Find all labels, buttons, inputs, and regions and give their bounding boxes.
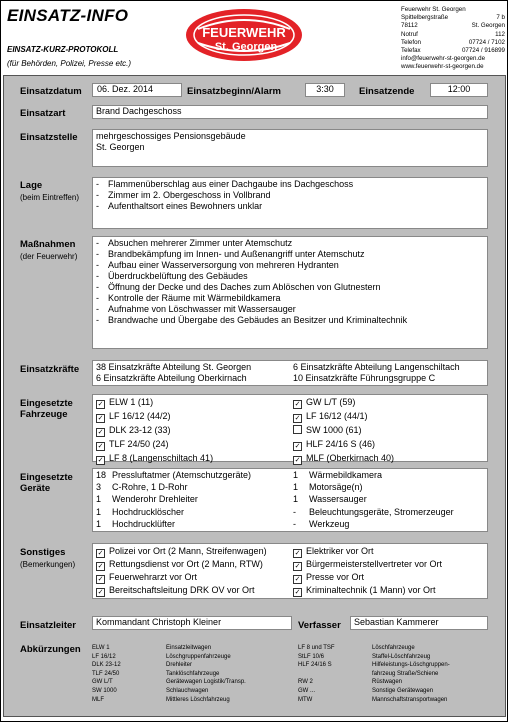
fahrzeug-label: MLF (Oberkirnach 40)	[306, 453, 395, 463]
logo-line1: FEUERWEHR	[202, 25, 286, 40]
geraet-item	[293, 519, 484, 530]
sonstiges-label: Kriminaltechnik (1 Mann) vor Ort	[306, 585, 436, 595]
geraet-count: 1	[293, 482, 299, 493]
sonstiges-item	[96, 559, 287, 571]
geraet-item	[293, 507, 484, 518]
verfasser-label: Verfasser	[298, 620, 341, 631]
fahrzeug-label: ELW 1 (11)	[109, 397, 154, 407]
geraet-label: Wärmebildkamera	[309, 470, 383, 480]
checkbox[interactable]: ✓	[97, 550, 104, 557]
geraet-label: Beleuchtungsgeräte, Stromerzeuger	[309, 506, 454, 517]
fahrzeug-item	[293, 453, 484, 465]
sonstiges-field	[92, 543, 488, 599]
abk-meaning: Staffel-Löschfahrzeug	[372, 653, 431, 660]
massnahme-item: - Überdruckbelüftung des Gebäudes	[96, 271, 248, 281]
lage-item: - Zimmer im 2. Obergeschoss in Vollbrand	[96, 190, 271, 200]
abk-meaning: Mannschaftstransportwagen	[372, 696, 448, 703]
checkbox[interactable]: ✓	[97, 401, 104, 408]
abk-code: HLF 24/16 S	[298, 662, 332, 669]
checkbox[interactable]: ✓	[294, 576, 301, 583]
abk-row	[298, 687, 498, 696]
geraet-label: Werkzeug	[309, 518, 350, 529]
abk-row	[298, 653, 498, 662]
abk-meaning: Hilfeleistungs-Löschgruppen-	[372, 662, 450, 669]
massnahme-item: - Öffnung der Decke und des Daches zum Ablöschen von Glutnestern	[96, 282, 381, 292]
abk-code: MTW	[298, 696, 313, 703]
abk-code: RW 2	[298, 679, 313, 686]
abk-row	[92, 644, 292, 653]
checkbox[interactable]: ✓	[97, 563, 104, 570]
fahrzeug-item	[293, 425, 484, 437]
protocol-body	[3, 75, 506, 717]
geraet-label: Wenderohr Drehleiter	[112, 494, 198, 505]
notruf-label: Notruf	[401, 30, 418, 38]
abk-code: GW ...	[298, 687, 315, 694]
page-title: EINSATZ-INFO	[7, 6, 129, 25]
fahrzeuge-field	[92, 394, 488, 462]
abk-code: StLF 10/6	[298, 653, 325, 660]
abk-meaning: Schlauchwagen	[166, 687, 209, 694]
abk-meaning: Tanklöschfahrzeuge	[166, 670, 220, 677]
geraet-count: 1	[293, 470, 299, 480]
massnahme-item: - Brandbekämpfung im Innen- und Außenangriff unter Atemschutz	[96, 249, 365, 259]
lage-item: - Flammenüberschlag aus einer Dachgaube ins Dachgeschoss	[96, 179, 354, 189]
sonstiges-item	[293, 585, 484, 597]
sonstiges-item	[293, 546, 484, 558]
geraet-label: Pressluftatmer (Atemschutzgeräte)	[112, 470, 252, 480]
fahrzeug-item	[293, 397, 484, 409]
fahrzeug-label: TLF 24/50 (24)	[109, 439, 169, 449]
abk-meaning: Einsatzleitwagen	[166, 645, 212, 651]
fax: 07724 / 916899	[461, 47, 505, 55]
kraefte-item: 6 Einsatzkräfte Abteilung Langenschiltach	[293, 362, 460, 372]
checkbox[interactable]: ✓	[294, 457, 301, 464]
address-block	[401, 6, 505, 72]
header	[1, 1, 507, 73]
datum-label: Einsatzdatum	[20, 86, 82, 97]
sonstiges-item	[293, 559, 484, 571]
abk-label: Abkürzungen	[20, 644, 81, 655]
lage-label	[20, 180, 79, 202]
geraet-count: 1	[96, 518, 102, 529]
geraete-field[interactable]	[92, 468, 488, 532]
geraet-item	[96, 507, 287, 518]
checkbox[interactable]: ✓	[97, 443, 104, 450]
geraet-count: -	[293, 518, 296, 529]
feuerwehr-logo	[184, 7, 304, 63]
geraet-label: Wassersauger	[309, 494, 367, 505]
art-label: Einsatzart	[20, 108, 66, 119]
geraet-item	[96, 494, 287, 505]
checkbox[interactable]: ✓	[294, 563, 301, 570]
abk-meaning: Gerätewagen Logistik/Transp.	[166, 679, 246, 686]
sonstiges-item	[96, 572, 287, 584]
abk-row	[298, 670, 498, 679]
lage-field[interactable]	[92, 177, 488, 229]
abk-meaning: Löschgruppenfahrzeuge	[166, 653, 231, 660]
geraet-item	[96, 482, 287, 493]
geraet-count: 3	[96, 482, 102, 493]
stelle-line: St. Georgen	[96, 142, 145, 152]
ende-field[interactable]: 12:00	[430, 83, 488, 97]
kraefte-item: 10 Einsatzkräfte Führungsgruppe C	[293, 373, 436, 383]
art-field[interactable]: Brand Dachgeschoss	[92, 105, 488, 119]
page-subtitle: EINSATZ-KURZ-PROTOKOLL	[7, 45, 119, 54]
zip: 78112	[401, 22, 418, 30]
fahrzeug-label: HLF 24/16 S (46)	[306, 439, 376, 449]
abk-row	[298, 678, 498, 687]
abk-code: MLF	[92, 696, 104, 703]
telefon-label: Telefon	[401, 38, 421, 46]
beginn-label: Einsatzbeginn/Alarm	[187, 86, 281, 97]
stelle-field[interactable]	[92, 129, 488, 167]
geraet-item	[96, 519, 287, 530]
abk-code: LF 8 und TSF	[298, 645, 335, 651]
fahrzeug-item	[96, 439, 287, 451]
massnahmen-field[interactable]	[92, 236, 488, 349]
checkbox[interactable]: ✓	[294, 443, 301, 450]
notruf: 112	[495, 30, 505, 38]
abk-code	[298, 670, 372, 679]
abk-row	[92, 687, 292, 696]
sonstiges-label: Presse vor Ort	[306, 572, 365, 582]
sonstiges-item	[96, 546, 287, 558]
fahrzeug-label: DLK 23-12 (33)	[109, 425, 171, 435]
abk-row	[298, 696, 498, 705]
abk-meaning: Sonstige Gerätewagen	[372, 687, 434, 694]
massnahmen-sub: (der Feuerwehr)	[20, 252, 78, 261]
logo-line2: St. Georgen	[214, 41, 278, 53]
geraet-item	[293, 494, 484, 505]
leiter-label: Einsatzleiter	[20, 620, 76, 631]
ende-label: Einsatzende	[359, 86, 415, 97]
lage-sub: (beim Eintreffen)	[20, 193, 79, 202]
kraefte-field[interactable]	[92, 360, 488, 386]
abk-row	[92, 678, 292, 687]
massnahme-item: - Aufnahme von Löschwasser mit Wassersauger	[96, 304, 296, 314]
fahrzeug-item	[293, 439, 484, 451]
kraefte-item: 6 Einsatzkräfte Abteilung Oberkirnach	[96, 373, 247, 383]
massnahmen-label	[20, 239, 77, 261]
geraet-label: Hochdrucklöscher	[112, 506, 185, 517]
abk-left	[92, 644, 292, 704]
geraet-label: Motorsäge(n)	[309, 482, 363, 493]
street: Spittelbergstraße	[401, 14, 449, 22]
sonstiges-item	[96, 585, 287, 597]
checkbox[interactable]: ✓	[294, 589, 301, 596]
fahrzeug-label: LF 8 (Langenschiltach 41)	[109, 453, 214, 463]
abk-code: DLK 23-12	[92, 662, 121, 669]
geraet-item	[96, 470, 287, 481]
fahrzeuge-label: Eingesetzte Fahrzeuge	[20, 398, 73, 420]
geraet-item	[293, 482, 484, 493]
email-link[interactable]: info@feuerwehr-st-georgen.de	[401, 55, 486, 63]
checkbox[interactable]	[293, 425, 302, 434]
checkbox[interactable]: ✓	[97, 429, 104, 436]
stelle-line: mehrgeschossiges Pensionsgebäude	[96, 131, 246, 141]
checkbox[interactable]: ✓	[97, 457, 104, 464]
fahrzeug-item	[96, 411, 287, 423]
abk-code: LF 16/12	[92, 653, 116, 660]
web-link[interactable]: www.feuerwehr-st-georgen.de	[401, 63, 484, 71]
city: St. Georgen	[471, 22, 505, 30]
geraet-count: 1	[96, 506, 102, 517]
checkbox[interactable]: ✓	[294, 401, 301, 408]
lage-item: - Aufenthaltsort eines Bewohners unklar	[96, 201, 263, 211]
street-number: 7 b	[496, 14, 505, 22]
massnahme-item: - Absuchen mehrerer Zimmer unter Atemschutz	[96, 238, 293, 248]
geraet-count: 18	[96, 470, 107, 480]
fahrzeug-item	[96, 425, 287, 437]
massnahme-item: - Brandwache und Übergabe des Gebäudes an Besitzer und Kriminaltechnik	[96, 315, 408, 325]
fahrzeug-item	[96, 453, 287, 465]
beginn-field[interactable]: 3:30	[305, 83, 345, 97]
sonstiges-label: Polizei vor Ort (2 Mann, Streifenwagen)	[109, 546, 267, 556]
geraete-label: Eingesetzte Geräte	[20, 472, 73, 494]
fahrzeug-label: SW 1000 (61)	[306, 425, 362, 435]
abk-code: GW L/T	[92, 679, 113, 686]
fahrzeug-label: LF 16/12 (44/1)	[306, 411, 368, 421]
checkbox[interactable]: ✓	[97, 589, 104, 596]
abk-code: TLF 24/50	[92, 670, 120, 677]
checkbox[interactable]: ✓	[97, 415, 104, 422]
checkbox[interactable]: ✓	[294, 550, 301, 557]
sonstiges-label: Sonstiges (Bemerkungen)	[20, 547, 76, 569]
fahrzeug-item	[96, 397, 287, 409]
checkbox[interactable]: ✓	[97, 576, 104, 583]
abk-code: ELW 1	[92, 645, 110, 651]
kraefte-label: Einsatzkräfte	[20, 364, 80, 375]
verfasser-field[interactable]: Sebastian Kammerer	[350, 616, 488, 630]
fahrzeug-item	[293, 411, 484, 423]
geraet-count: -	[293, 506, 296, 517]
stelle-label: Einsatzstelle	[20, 132, 78, 143]
geraet-item	[293, 470, 484, 481]
abk-meaning: Rüstwagen	[372, 679, 403, 686]
sonstiges-label: Elektriker vor Ort	[306, 546, 374, 556]
sonstiges-label: Feuerwehrarzt vor Ort	[109, 572, 198, 582]
sonstiges-item	[293, 572, 484, 584]
checkbox[interactable]: ✓	[294, 415, 301, 422]
geraet-count: 1	[293, 494, 299, 505]
telefon: 07724 / 7102	[468, 38, 505, 46]
abk-right	[298, 644, 498, 704]
geraet-count: 1	[96, 494, 102, 505]
fax-label: Telefax	[401, 47, 421, 55]
abk-code: SW 1000	[92, 687, 117, 694]
fahrzeug-label: GW L/T (59)	[306, 397, 356, 407]
sonstiges-label: Bereitschaftsleitung DRK OV vor Ort	[109, 585, 255, 595]
geraet-label: C-Rohre, 1 D-Rohr	[112, 482, 188, 493]
abk-meaning: Löschfahrzeuge	[372, 645, 415, 651]
org-name: Feuerwehr St. Georgen	[401, 6, 466, 13]
abk-meaning: Drehleiter	[166, 662, 193, 669]
abk-row	[92, 661, 292, 670]
leiter-field[interactable]: Kommandant Christoph Kleiner	[92, 616, 292, 630]
abk-row	[92, 670, 292, 679]
abk-meaning: fahrzeug Straße/Schiene	[372, 670, 439, 677]
fahrzeug-label: LF 16/12 (44/2)	[109, 411, 171, 421]
abk-row	[92, 653, 292, 662]
massnahmen-title: Maßnahmen	[20, 239, 76, 250]
kraefte-item: 38 Einsatzkräfte Abteilung St. Georgen	[96, 362, 252, 372]
abk-row	[298, 644, 498, 653]
page-subtitle-note: (für Behörden, Polizei, Presse etc.)	[7, 59, 132, 68]
abk-row	[92, 696, 292, 705]
massnahme-item: - Kontrolle der Räume mit Wärmebildkamera	[96, 293, 281, 303]
abk-row	[298, 661, 498, 670]
lage-title: Lage	[20, 180, 43, 191]
datum-field[interactable]: 06. Dez. 2014	[92, 83, 182, 97]
abk-meaning: Mittleres Löschfahrzeug	[166, 696, 230, 703]
sonstiges-label: Rettungsdienst vor Ort (2 Mann, RTW)	[109, 559, 263, 569]
massnahme-item: - Aufbau einer Wasserversorgung von mehreren Hydranten	[96, 260, 339, 270]
geraet-label: Hochdrucklüfter	[112, 518, 176, 529]
sonstiges-label: Bürgermeisterstellvertreter vor Ort	[306, 559, 443, 569]
